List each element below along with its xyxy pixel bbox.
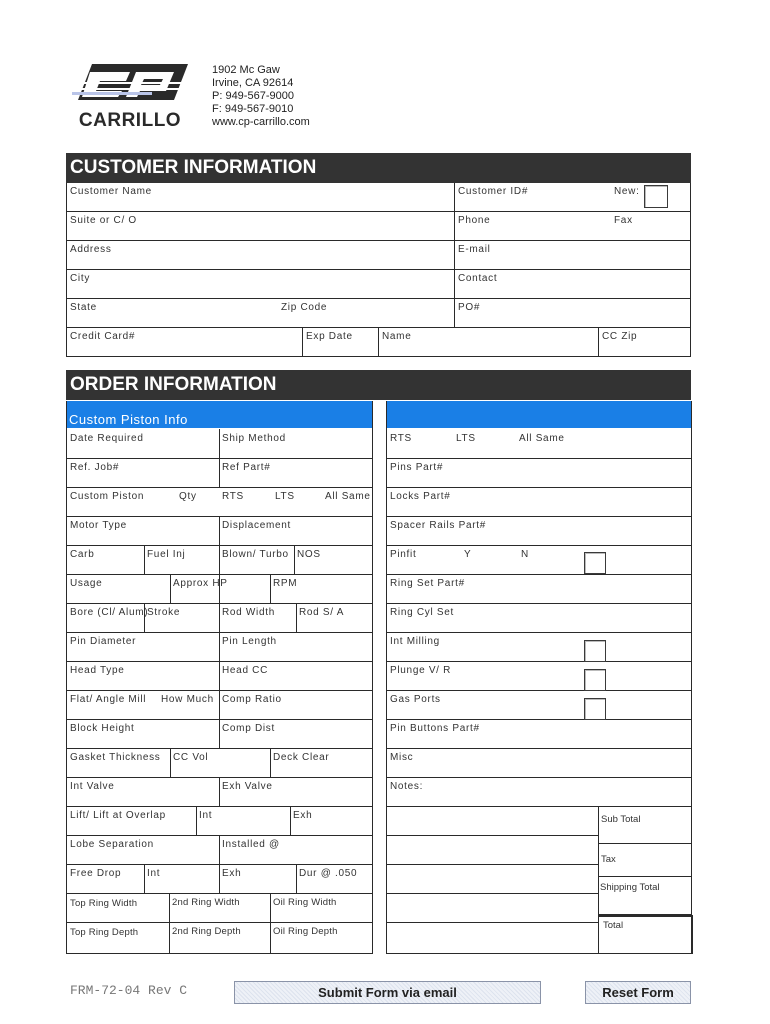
address-line: 1902 Mc Gaw	[212, 64, 280, 76]
all-same-option[interactable]: All Same	[325, 491, 371, 502]
flat-angle-mill-field[interactable]: Flat/ Angle Mill	[70, 694, 147, 705]
blown-turbo-option[interactable]: Blown/ Turbo	[222, 549, 289, 560]
second-ring-depth-field[interactable]: 2nd Ring Depth	[172, 926, 241, 937]
logo-text: CARRILLO	[78, 110, 182, 131]
plunge-vr-label: Plunge V/ R	[390, 665, 452, 676]
customer-info-header	[66, 153, 691, 183]
gas-ports-label: Gas Ports	[390, 694, 441, 705]
overlap-exh-field[interactable]: Exh	[293, 810, 313, 821]
how-much-field[interactable]: How Much	[161, 694, 214, 705]
head-type-field[interactable]: Head Type	[70, 665, 125, 676]
comp-ratio-field[interactable]: Comp Ratio	[222, 694, 282, 705]
custom-piston-grid	[66, 401, 373, 955]
dur-050-field[interactable]: Dur @ .050	[299, 868, 358, 879]
rpm-field[interactable]: RPM	[273, 578, 298, 589]
fax-field[interactable]: Fax	[614, 215, 633, 226]
spacer-rails-part-field[interactable]: Spacer Rails Part#	[390, 520, 486, 531]
pin-buttons-part-field[interactable]: Pin Buttons Part#	[390, 723, 480, 734]
customer-id-field[interactable]: Customer ID#	[458, 186, 529, 197]
rod-width-field[interactable]: Rod Width	[222, 607, 275, 618]
misc-field[interactable]: Misc	[390, 752, 414, 763]
locks-part-field[interactable]: Locks Part#	[390, 491, 451, 502]
total-label: Total	[603, 920, 624, 931]
free-drop-exh-field[interactable]: Exh	[222, 868, 242, 879]
reset-form-button[interactable]: Reset Form	[585, 981, 691, 1004]
motor-type-field[interactable]: Motor Type	[70, 520, 127, 531]
state-field[interactable]: State	[70, 302, 97, 313]
city-field[interactable]: City	[70, 273, 91, 284]
pinfit-y-option[interactable]: Y	[464, 549, 472, 560]
ref-part-field[interactable]: Ref Part#	[222, 462, 271, 473]
exh-valve-field[interactable]: Exh Valve	[222, 781, 273, 792]
form-number: FRM-72-04 Rev C	[70, 983, 188, 998]
credit-card-field[interactable]: Credit Card#	[70, 331, 136, 342]
bore-field[interactable]: Bore (Cl/ Alum)	[70, 607, 149, 618]
phone-line: P: 949-567-9000	[212, 90, 294, 102]
sub-total-box[interactable]	[598, 806, 692, 844]
custom-piston-info-title: Custom Piston Info	[69, 412, 188, 427]
rts-option[interactable]: RTS	[222, 491, 244, 502]
cc-zip-field[interactable]: CC Zip	[602, 331, 638, 342]
int-milling-checkbox[interactable]	[584, 640, 606, 662]
fax-line: F: 949-567-9010	[212, 103, 294, 115]
date-required-field[interactable]: Date Required	[70, 433, 144, 444]
oil-ring-depth-field[interactable]: Oil Ring Depth	[273, 926, 338, 937]
usage-field[interactable]: Usage	[70, 578, 103, 589]
fuel-inj-option[interactable]: Fuel Inj	[147, 549, 186, 560]
tax-label: Tax	[601, 854, 616, 865]
pin-length-field[interactable]: Pin Length	[222, 636, 277, 647]
parts-header	[386, 401, 691, 428]
deck-clear-field[interactable]: Deck Clear	[273, 752, 330, 763]
approx-hp-field[interactable]: Approx HP	[173, 578, 228, 589]
pins-part-field[interactable]: Pins Part#	[390, 462, 444, 473]
rod-sa-field[interactable]: Rod S/ A	[299, 607, 345, 618]
address-line: Irvine, CA 92614	[212, 77, 294, 89]
sub-total-label: Sub Total	[601, 814, 641, 825]
notes-field[interactable]: Notes:	[390, 781, 424, 792]
company-address	[212, 64, 310, 129]
second-ring-width-field[interactable]: 2nd Ring Width	[172, 897, 240, 908]
gasket-thickness-field[interactable]: Gasket Thickness	[70, 752, 161, 763]
carb-option[interactable]: Carb	[70, 549, 95, 560]
top-ring-width-field[interactable]: Top Ring Width	[70, 898, 138, 909]
oil-ring-width-field[interactable]: Oil Ring Width	[273, 897, 337, 908]
comp-dist-field[interactable]: Comp Dist	[222, 723, 275, 734]
block-height-field[interactable]: Block Height	[70, 723, 135, 734]
top-ring-depth-field[interactable]: Top Ring Depth	[70, 927, 139, 938]
ship-method-field[interactable]: Ship Method	[222, 433, 286, 444]
order-info-header	[66, 370, 691, 400]
overlap-int-field[interactable]: Int	[199, 810, 213, 821]
exp-date-field[interactable]: Exp Date	[306, 331, 353, 342]
po-field[interactable]: PO#	[458, 302, 481, 313]
custom-piston-field[interactable]: Custom Piston	[70, 491, 145, 502]
head-cc-field[interactable]: Head CC	[222, 665, 269, 676]
carrillo-logo	[70, 62, 190, 130]
installed-at-field[interactable]: Installed @	[222, 839, 280, 850]
stroke-field[interactable]: Stroke	[147, 607, 181, 618]
lts-option[interactable]: LTS	[275, 491, 295, 502]
lift-at-overlap-field[interactable]: Lift/ Lift at Overlap	[70, 810, 166, 821]
displacement-field[interactable]: Displacement	[222, 520, 291, 531]
int-valve-field[interactable]: Int Valve	[70, 781, 115, 792]
custom-piston-info-header	[66, 401, 372, 428]
rts-option[interactable]: RTS	[390, 433, 412, 444]
customer-info-grid	[66, 183, 691, 357]
email-field[interactable]: E-mail	[458, 244, 491, 255]
free-drop-field[interactable]: Free Drop	[70, 868, 122, 879]
submit-form-button[interactable]: Submit Form via email	[234, 981, 541, 1004]
plunge-vr-checkbox[interactable]	[584, 669, 606, 691]
qty-field[interactable]: Qty	[179, 491, 197, 502]
zip-code-field[interactable]: Zip Code	[281, 302, 328, 313]
nos-option[interactable]: NOS	[297, 549, 321, 560]
pin-diameter-field[interactable]: Pin Diameter	[70, 636, 137, 647]
free-drop-int-field[interactable]: Int	[147, 868, 161, 879]
shipping-total-label: Shipping Total	[600, 882, 660, 893]
suite-field[interactable]: Suite or C/ O	[70, 215, 137, 226]
ring-set-part-field[interactable]: Ring Set Part#	[390, 578, 465, 589]
website-line: www.cp-carrillo.com	[212, 116, 310, 128]
gas-ports-checkbox[interactable]	[584, 698, 606, 720]
lts-option[interactable]: LTS	[456, 433, 476, 444]
customer-name-field[interactable]: Customer Name	[70, 186, 152, 197]
cc-vol-field[interactable]: CC Vol	[173, 752, 209, 763]
pinfit-n-option[interactable]: N	[521, 549, 529, 560]
all-same-option[interactable]: All Same	[519, 433, 565, 444]
ring-cyl-set-field[interactable]: Ring Cyl Set	[390, 607, 454, 618]
new-label: New:	[614, 186, 640, 197]
order-info-title: ORDER INFORMATION	[70, 374, 277, 395]
address-field[interactable]: Address	[70, 244, 112, 255]
ref-job-field[interactable]: Ref. Job#	[70, 462, 120, 473]
cardholder-name-field[interactable]: Name	[382, 331, 412, 342]
contact-field[interactable]: Contact	[458, 273, 498, 284]
new-customer-checkbox[interactable]	[644, 185, 668, 208]
parts-grid	[386, 401, 692, 955]
phone-field[interactable]: Phone	[458, 215, 491, 226]
int-milling-label: Int Milling	[390, 636, 440, 647]
lobe-separation-field[interactable]: Lobe Separation	[70, 839, 154, 850]
pinfit-label: Pinfit	[390, 549, 417, 560]
pinfit-checkbox[interactable]	[584, 552, 606, 574]
customer-info-title: CUSTOMER INFORMATION	[70, 157, 317, 178]
